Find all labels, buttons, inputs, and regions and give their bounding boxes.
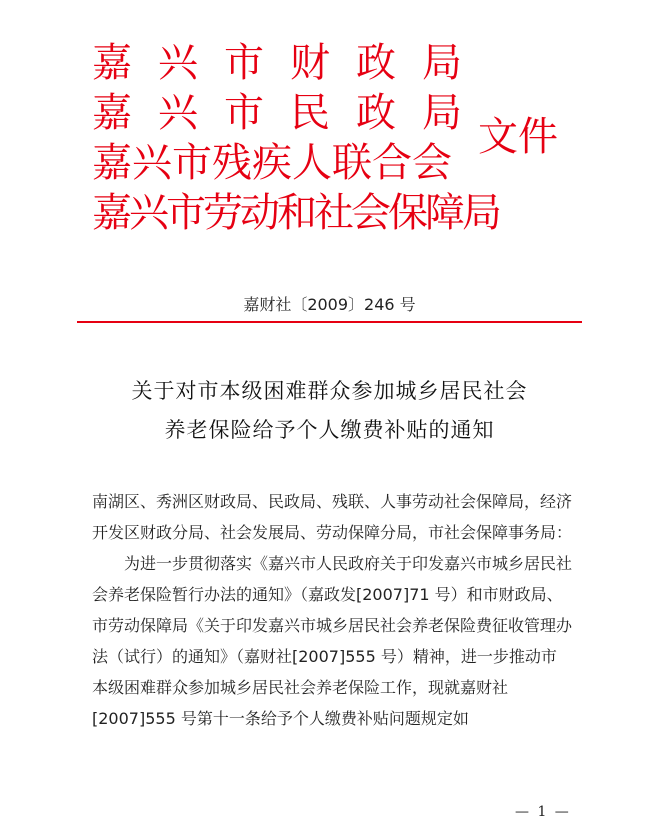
- addressees: 南湖区、秀洲区财政局、民政局、残联、人事劳动社会保障局，经济开发区财政分局、社会发展局、劳动保障分局，市社会保障事务局：: [92, 492, 573, 542]
- page-number: — 1 —: [515, 804, 571, 820]
- issuer-civil-affairs-bureau: 嘉兴市民政局: [92, 90, 488, 136]
- red-divider: [77, 321, 582, 323]
- issuer-disabled-federation: 嘉兴市残疾人联合会: [92, 140, 452, 186]
- title-line-1: 关于对市本级困难群众参加城乡居民社会: [131, 379, 528, 403]
- document-number: 嘉财社〔2009〕246 号: [243, 295, 416, 314]
- doc-type-label: 文件: [478, 114, 558, 160]
- body-paragraph: 为进一步贯彻落实《嘉兴市人民政府关于印发嘉兴市城乡居民社会养老保险暂行办法的通知》（嘉政发[2007]71 号）和市财政局、市劳动保障局《关于印发嘉兴市城乡居民社会养老保险费征收管理办法（试行）的通知》（嘉财社[2007]555 号）精神，进一步推动市本级困难群众参加城乡居民社会养老保险工作，现就嘉财社[2007]555 号第十一条给予个人缴费补贴问题规定如: [92, 554, 573, 728]
- title-line-2: 养老保险给予个人缴费补贴的通知: [164, 418, 495, 442]
- document-body: [92, 486, 572, 734]
- issuer-list: [92, 38, 499, 238]
- issuer-finance-bureau: 嘉兴市财政局: [92, 40, 488, 86]
- issuer-labor-bureau: 嘉兴市劳动和社会保障局: [92, 190, 499, 236]
